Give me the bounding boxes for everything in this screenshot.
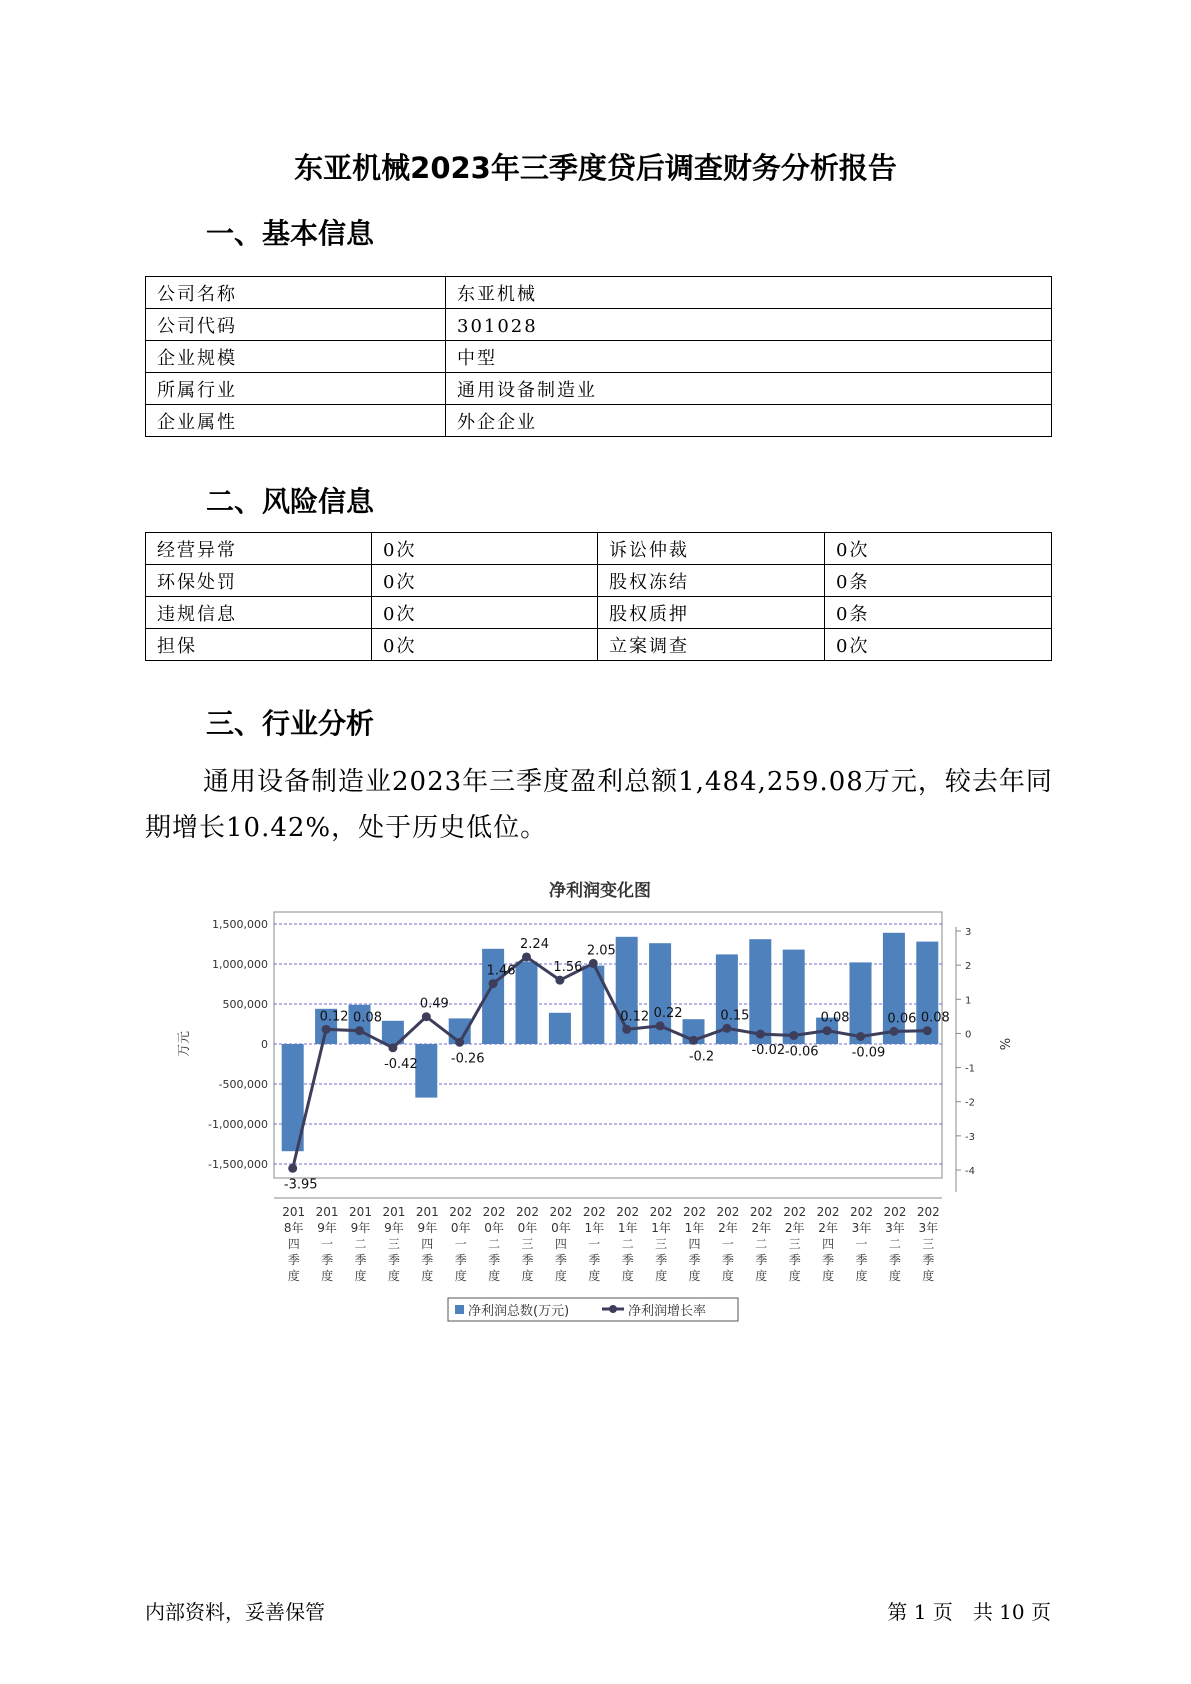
y2-axis-tick-label: -2 xyxy=(965,1097,975,1109)
basic-info-row xyxy=(146,373,1052,405)
growth-rate-point xyxy=(622,1025,631,1034)
x-axis-tick-label: 202 xyxy=(716,1205,740,1219)
y-axis-tick-label: 1,000,000 xyxy=(212,958,268,971)
basic-info-table xyxy=(145,276,1052,437)
x-axis-tick-label: 度 xyxy=(287,1269,300,1283)
y-axis-tick-label: 500,000 xyxy=(222,998,268,1011)
y-axis-tick-label: -1,500,000 xyxy=(208,1158,268,1171)
growth-rate-data-label: 2.05 xyxy=(586,943,616,959)
growth-rate-point xyxy=(889,1027,898,1036)
x-axis-tick-label: 季 xyxy=(588,1253,601,1267)
growth-rate-point xyxy=(522,952,531,961)
y-axis-tick-label: 0 xyxy=(261,1038,268,1051)
growth-rate-data-label: 0.15 xyxy=(720,1008,750,1024)
risk-info-value: 0次 xyxy=(372,597,598,629)
x-axis-tick-label: 季 xyxy=(321,1253,334,1267)
bar xyxy=(415,1044,437,1098)
bar xyxy=(549,1013,571,1044)
industry-analysis-text: 通用设备制造业2023年三季度盈利总额1,484,259.08万元，较去年同期增长10.42%，处于历史低位。 xyxy=(145,767,1053,843)
growth-rate-data-label: 1.46 xyxy=(486,963,516,979)
x-axis-tick-label: 202 xyxy=(883,1205,907,1219)
growth-rate-data-label: -0.06 xyxy=(784,1044,819,1060)
x-axis-tick-label: 1年 xyxy=(584,1221,605,1235)
x-axis-tick-label: 3年 xyxy=(885,1221,905,1235)
x-axis-tick-label: 3年 xyxy=(918,1221,939,1235)
y2-axis-label: % xyxy=(996,1037,1011,1051)
basic-info-value: 301028 xyxy=(446,309,1052,341)
y2-axis-tick-label: -3 xyxy=(965,1131,975,1143)
x-axis-tick-label: 度 xyxy=(855,1269,868,1283)
x-axis-tick-label: 度 xyxy=(387,1269,400,1283)
net-profit-chart-svg xyxy=(170,872,1020,1342)
basic-info-row xyxy=(146,405,1052,437)
growth-rate-data-label: 0.12 xyxy=(319,1009,349,1025)
x-axis-tick-label: 202 xyxy=(850,1205,873,1219)
x-axis-tick-label: 度 xyxy=(621,1269,634,1283)
risk-info-label: 担保 xyxy=(146,629,372,661)
growth-rate-point xyxy=(489,979,498,988)
x-axis-tick-label: 三 xyxy=(387,1237,400,1251)
growth-rate-data-label: 0.06 xyxy=(887,1011,917,1027)
x-axis-tick-label: 2年 xyxy=(818,1221,838,1235)
x-axis-tick-label: 季 xyxy=(521,1253,534,1267)
x-axis-tick-label: 度 xyxy=(354,1269,367,1283)
x-axis-tick-label: 度 xyxy=(554,1269,567,1283)
x-axis-tick-label: 季 xyxy=(488,1253,501,1267)
growth-rate-point xyxy=(656,1021,665,1030)
x-axis-tick-label: 二 xyxy=(755,1237,768,1251)
basic-info-row xyxy=(146,309,1052,341)
x-axis-tick-label: 201 xyxy=(415,1205,439,1219)
x-axis-tick-label: 度 xyxy=(922,1269,935,1283)
legend-bar-swatch xyxy=(455,1305,464,1314)
growth-rate-data-label: 0.49 xyxy=(419,996,449,1012)
growth-rate-point xyxy=(856,1032,865,1041)
risk-info-label: 经营异常 xyxy=(146,533,372,565)
y2-axis-tick-label: 3 xyxy=(965,927,972,938)
growth-rate-data-label: 1.56 xyxy=(553,960,583,976)
x-axis-tick-label: 季 xyxy=(888,1253,901,1267)
risk-info-label: 股权冻结 xyxy=(598,565,825,597)
x-axis-tick-label: 季 xyxy=(454,1253,467,1267)
growth-rate-point xyxy=(589,959,598,968)
x-axis-tick-label: 202 xyxy=(549,1205,573,1219)
x-axis-tick-label: 三 xyxy=(521,1237,534,1251)
y2-axis-tick-label: 2 xyxy=(965,961,972,973)
basic-info-label: 企业规模 xyxy=(146,341,446,373)
growth-rate-data-label: 0.22 xyxy=(653,1005,683,1021)
risk-info-label: 诉讼仲裁 xyxy=(598,533,825,565)
risk-info-value: 0次 xyxy=(825,629,1052,661)
y-axis-tick-label: -500,000 xyxy=(218,1078,268,1091)
x-axis-tick-label: 季 xyxy=(721,1253,734,1267)
legend-line-marker xyxy=(609,1305,617,1313)
risk-info-label: 立案调查 xyxy=(598,629,825,661)
x-axis-tick-label: 一 xyxy=(321,1237,334,1251)
section-heading-risk: 二、风险信息 xyxy=(206,485,375,518)
footer-page-number: 第 1 页 共 10 页 xyxy=(887,1600,1051,1624)
x-axis-tick-label: 度 xyxy=(521,1269,534,1283)
growth-rate-data-label: -0.02 xyxy=(751,1043,786,1059)
bar xyxy=(783,950,805,1044)
x-axis-tick-label: 0年 xyxy=(484,1221,504,1235)
x-axis-tick-label: 0年 xyxy=(551,1221,571,1235)
growth-rate-data-label: -0.42 xyxy=(384,1056,418,1072)
x-axis-tick-label: 二 xyxy=(488,1237,501,1251)
risk-info-row xyxy=(146,565,1052,597)
x-axis-tick-label: 度 xyxy=(755,1269,768,1283)
footer-confidential: 内部资料，妥善保管 xyxy=(145,1600,325,1624)
x-axis-tick-label: 度 xyxy=(888,1269,901,1283)
x-axis-tick-label: 202 xyxy=(783,1205,807,1219)
x-axis-tick-label: 202 xyxy=(582,1205,606,1219)
x-axis-tick-label: 202 xyxy=(916,1205,940,1219)
x-axis-tick-label: 9年 xyxy=(317,1221,337,1235)
risk-info-value: 0次 xyxy=(372,533,598,565)
risk-info-label: 违规信息 xyxy=(146,597,372,629)
x-axis-tick-label: 202 xyxy=(749,1205,773,1219)
section-heading-industry: 三、行业分析 xyxy=(206,707,375,740)
risk-info-label: 环保处罚 xyxy=(146,565,372,597)
x-axis-tick-label: 201 xyxy=(382,1205,406,1219)
growth-rate-data-label: -0.09 xyxy=(851,1045,886,1061)
x-axis-tick-label: 季 xyxy=(822,1253,835,1267)
x-axis-tick-label: 度 xyxy=(421,1269,434,1283)
x-axis-tick-label: 度 xyxy=(588,1269,601,1283)
x-axis-tick-label: 度 xyxy=(822,1269,835,1283)
growth-rate-data-label: -3.95 xyxy=(283,1177,318,1193)
x-axis-tick-label: 8年 xyxy=(283,1221,304,1235)
x-axis-tick-label: 四 xyxy=(421,1237,434,1251)
x-axis-tick-label: 2年 xyxy=(751,1221,772,1235)
growth-rate-data-label: 0.08 xyxy=(353,1010,382,1026)
x-axis-tick-label: 二 xyxy=(888,1237,901,1251)
x-axis-tick-label: 9年 xyxy=(350,1221,371,1235)
growth-rate-point xyxy=(422,1012,431,1021)
x-axis-tick-label: 季 xyxy=(922,1253,935,1267)
growth-rate-point xyxy=(455,1038,464,1047)
x-axis-tick-label: 度 xyxy=(788,1269,801,1283)
x-axis-tick-label: 度 xyxy=(454,1269,467,1283)
growth-rate-data-label: -0.2 xyxy=(688,1049,715,1065)
y2-axis-tick-label: -1 xyxy=(965,1063,975,1075)
x-axis-tick-label: 1年 xyxy=(651,1221,671,1235)
x-axis-tick-label: 三 xyxy=(922,1237,935,1251)
growth-rate-point xyxy=(388,1043,397,1052)
x-axis-tick-label: 202 xyxy=(482,1205,506,1219)
risk-info-value: 0条 xyxy=(825,597,1052,629)
chart-title: 净利润变化图 xyxy=(549,881,651,901)
risk-info-value: 0次 xyxy=(825,533,1052,565)
basic-info-label: 公司代码 xyxy=(146,309,446,341)
y-axis-label: 万元 xyxy=(177,1030,192,1058)
basic-info-label: 企业属性 xyxy=(146,405,446,437)
x-axis-tick-label: 四 xyxy=(688,1237,701,1251)
x-axis-tick-label: 四 xyxy=(287,1237,300,1251)
x-axis-tick-label: 四 xyxy=(554,1237,567,1251)
x-axis-tick-label: 季 xyxy=(655,1253,668,1267)
growth-rate-point xyxy=(355,1026,364,1035)
x-axis-tick-label: 三 xyxy=(655,1237,668,1251)
x-axis-tick-label: 季 xyxy=(354,1253,367,1267)
x-axis-tick-label: 0年 xyxy=(450,1221,471,1235)
x-axis-tick-label: 度 xyxy=(321,1269,334,1283)
legend-line-label: 净利润增长率 xyxy=(628,1304,707,1319)
x-axis-tick-label: 季 xyxy=(387,1253,400,1267)
x-axis-tick-label: 2年 xyxy=(718,1221,738,1235)
x-axis-tick-label: 9年 xyxy=(384,1221,404,1235)
page-title: 东亚机械2023年三季度贷后调查财务分析报告 xyxy=(294,151,897,185)
basic-info-value: 中型 xyxy=(446,341,1052,373)
x-axis-tick-label: 202 xyxy=(816,1205,840,1219)
basic-info-row xyxy=(146,277,1052,309)
risk-info-table xyxy=(145,532,1052,661)
growth-rate-point xyxy=(288,1164,297,1173)
growth-rate-point xyxy=(555,976,564,985)
x-axis-tick-label: 202 xyxy=(649,1205,673,1219)
x-axis-tick-label: 一 xyxy=(588,1237,601,1251)
x-axis-tick-label: 2年 xyxy=(784,1221,805,1235)
growth-rate-point xyxy=(722,1024,731,1033)
risk-info-value: 0次 xyxy=(372,565,598,597)
y2-axis-tick-label: -4 xyxy=(965,1166,975,1177)
x-axis-tick-label: 二 xyxy=(621,1237,634,1251)
x-axis-tick-label: 201 xyxy=(315,1205,339,1219)
y2-axis-tick-label: 1 xyxy=(965,995,972,1007)
basic-info-value: 外企企业 xyxy=(446,405,1052,437)
x-axis-tick-label: 季 xyxy=(287,1253,300,1267)
x-axis-tick-label: 季 xyxy=(855,1253,868,1267)
growth-rate-data-label: 0.08 xyxy=(820,1010,850,1026)
basic-info-label: 所属行业 xyxy=(146,373,446,405)
x-axis-tick-label: 度 xyxy=(655,1269,668,1283)
legend-bar-label: 净利润总数(万元) xyxy=(468,1304,570,1319)
growth-rate-point xyxy=(789,1031,798,1040)
section-heading-basic: 一、基本信息 xyxy=(206,217,375,250)
x-axis-tick-label: 度 xyxy=(721,1269,734,1283)
x-axis-tick-label: 季 xyxy=(688,1253,701,1267)
x-axis-tick-label: 三 xyxy=(788,1237,801,1251)
basic-info-label: 公司名称 xyxy=(146,277,446,309)
bar xyxy=(516,962,538,1044)
x-axis-tick-label: 202 xyxy=(683,1205,706,1219)
risk-info-value: 0次 xyxy=(372,629,598,661)
bar xyxy=(749,939,771,1044)
basic-info-row xyxy=(146,341,1052,373)
net-profit-chart xyxy=(170,872,1020,1342)
growth-rate-data-label: 2.24 xyxy=(520,936,549,952)
x-axis-tick-label: 度 xyxy=(688,1269,701,1283)
basic-info-value: 通用设备制造业 xyxy=(446,373,1052,405)
x-axis-tick-label: 1年 xyxy=(684,1221,705,1235)
x-axis-tick-label: 季 xyxy=(788,1253,801,1267)
x-axis-tick-label: 季 xyxy=(755,1253,768,1267)
x-axis-tick-label: 一 xyxy=(454,1237,467,1251)
x-axis-tick-label: 一 xyxy=(721,1237,734,1251)
x-axis-tick-label: 四 xyxy=(822,1237,835,1251)
x-axis-tick-label: 季 xyxy=(554,1253,567,1267)
x-axis-tick-label: 202 xyxy=(516,1205,539,1219)
growth-rate-data-label: 0.12 xyxy=(620,1009,650,1025)
x-axis-tick-label: 9年 xyxy=(417,1221,438,1235)
x-axis-tick-label: 202 xyxy=(449,1205,473,1219)
x-axis-tick-label: 一 xyxy=(855,1237,868,1251)
x-axis-tick-label: 季 xyxy=(421,1253,434,1267)
growth-rate-point xyxy=(823,1026,832,1035)
x-axis-tick-label: 二 xyxy=(354,1237,367,1251)
risk-info-value: 0条 xyxy=(825,565,1052,597)
growth-rate-point xyxy=(756,1030,765,1039)
x-axis-tick-label: 3年 xyxy=(851,1221,872,1235)
x-axis-tick-label: 度 xyxy=(488,1269,501,1283)
bar xyxy=(850,962,872,1044)
x-axis-tick-label: 201 xyxy=(349,1205,372,1219)
risk-info-label: 股权质押 xyxy=(598,597,825,629)
x-axis-tick-label: 0年 xyxy=(517,1221,538,1235)
x-axis-tick-label: 201 xyxy=(282,1205,306,1219)
risk-info-row xyxy=(146,597,1052,629)
x-axis-tick-label: 季 xyxy=(621,1253,634,1267)
growth-rate-point xyxy=(322,1025,331,1034)
x-axis-tick-label: 202 xyxy=(616,1205,640,1219)
growth-rate-data-label: 0.08 xyxy=(920,1010,950,1026)
growth-rate-point xyxy=(923,1026,932,1035)
growth-rate-data-label: -0.26 xyxy=(450,1051,485,1067)
y2-axis-tick-label: 0 xyxy=(965,1029,972,1041)
growth-rate-point xyxy=(689,1036,698,1045)
x-axis-tick-label: 1年 xyxy=(617,1221,638,1235)
risk-info-row xyxy=(146,629,1052,661)
y-axis-tick-label: -1,000,000 xyxy=(208,1118,268,1131)
y-axis-tick-label: 1,500,000 xyxy=(212,918,268,931)
basic-info-value: 东亚机械 xyxy=(446,277,1052,309)
risk-info-row xyxy=(146,533,1052,565)
